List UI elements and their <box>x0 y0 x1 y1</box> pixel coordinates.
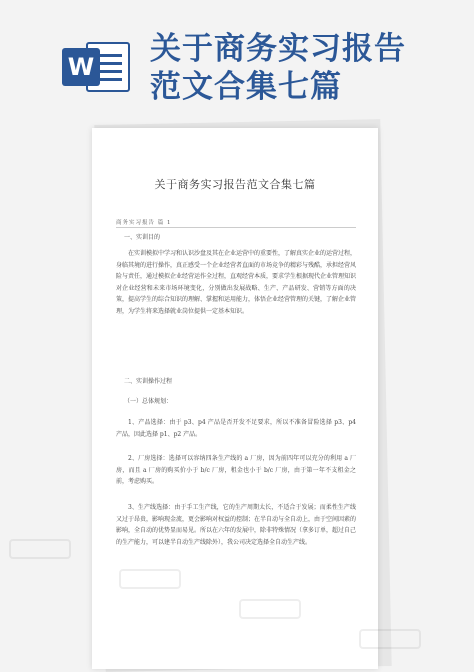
body-paragraph: 1、产品选择：由于 p3、p4 产品是否开发不足要求，所以不准备冒险选择 p3、p4 产品，因此选择 p1、p2 产品。 <box>116 419 356 438</box>
banner-title-line2: 范文合集七篇 <box>150 69 342 105</box>
document-page <box>92 128 378 669</box>
document-title: 关于商务实习报告范文合集七篇 <box>154 178 316 191</box>
word-letter-badge: W <box>62 48 100 86</box>
word-icon <box>62 38 132 94</box>
body-paragraph: 3、生产线选择：由于手工生产线，它的生产周期太长，不适合于发展；而柔性生产线又过于昂贵，影响现金流，更会影响对权益的控制；在半自动与全自动上，由于空间因素的影响，全自动的优势显而易见。所以在六年的发展中，除非特殊情况（拿多订单，超过自己的生产能力，可以建半自动生产线除外），我公司决定选择全自动生产线。 <box>116 504 357 546</box>
banner-title-line1: 关于商务实习报告 <box>150 31 406 67</box>
body-paragraph: 在实训模拟中学习和认识沙盘及其在企业运营中的重要性，了解真实企业的运营过程，身临其境的进行操作，真正感受一个企业经营者直面的市场竞争的精彩与残酷，承担经营风险与责任，通过模拟企业经营运作全过程，直观经营本质，要求学生根据现代企业管理知识对企业经营和未来市场环境变化，分别做出发展战略、生产、产品研发、营销等方面的决策，提高学生的综合知识的理解、掌握和运用能力，体悟企业经营管理的关键，了解企业管理，为学生将来选择就业岗位提供一定基本知识。 <box>116 250 357 315</box>
banner-title <box>150 30 465 106</box>
body-paragraph: 2、厂房选择：选择可以容纳四条生产线的 a 厂房，因为前四年可以充分的利用 a 厂房，而且 a 厂房的购买价小于 b/c 厂房，租金也小于 b/c 厂房，由于第一年不支租金之前，考虑购买。 <box>116 455 356 485</box>
section-heading: 一、实训目的 <box>124 234 161 241</box>
header-banner <box>0 0 474 120</box>
section-heading: 二、实训操作过程 <box>124 378 173 385</box>
section-heading: （一）总体规划： <box>124 398 173 405</box>
document-subtitle: 商务实习报告 篇 1 <box>116 220 172 226</box>
subtitle-divider <box>116 227 356 228</box>
